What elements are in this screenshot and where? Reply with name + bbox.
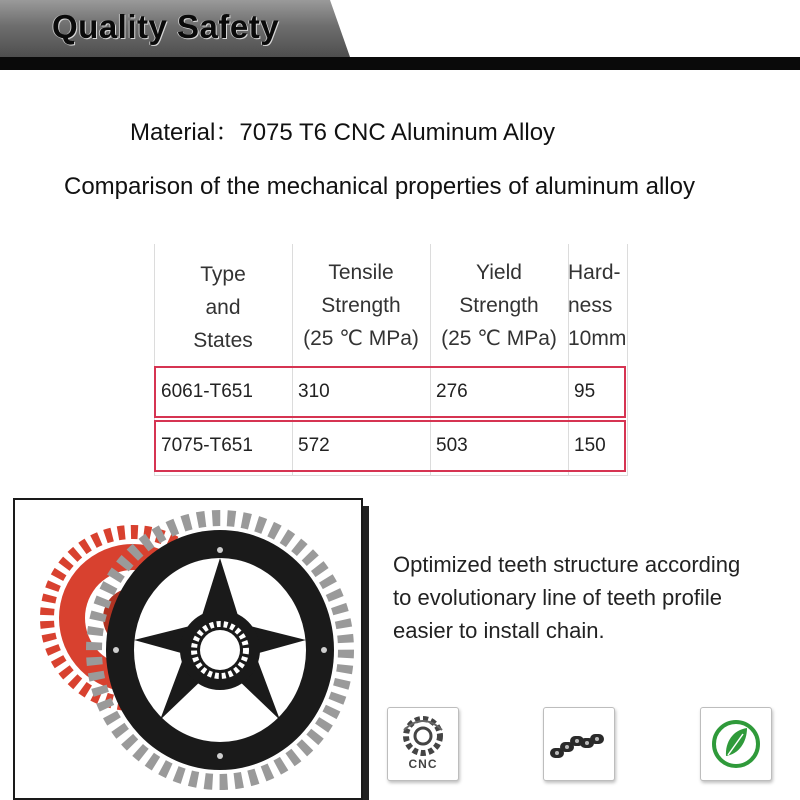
banner-bar [0, 57, 800, 70]
banner-title: Quality Safety [52, 8, 280, 45]
header-line: Yield [476, 261, 522, 284]
row-type: 7075-T651 [161, 435, 253, 456]
header-type [164, 258, 282, 357]
chainring-illustration [15, 500, 361, 798]
header-line: (25 ℃ MPa) [303, 327, 419, 350]
description-line: easier to install chain. [393, 618, 605, 643]
header-line: 10mm [568, 327, 627, 350]
photo-shadow [363, 506, 369, 800]
header-line: Strength [459, 294, 539, 317]
table-row [154, 366, 626, 418]
header-line: and [205, 296, 241, 319]
row-type: 6061-T651 [161, 381, 253, 402]
chain-badge [543, 707, 615, 781]
row-hardness: 95 [574, 381, 596, 402]
row-tensile: 310 [298, 381, 330, 402]
table-divider [154, 475, 628, 476]
header-line: States [193, 329, 253, 352]
description-line: Optimized teeth structure according [393, 552, 741, 577]
header-hardness [568, 256, 628, 355]
leaf-eco-icon [701, 708, 771, 780]
comparison-heading: Comparison of the mechanical properties of aluminum alloy [64, 173, 695, 200]
header-line: Tensile [328, 261, 394, 284]
table-row [154, 420, 626, 472]
header-line: Strength [321, 294, 401, 317]
chain-icon [544, 708, 614, 780]
row-yield: 503 [436, 435, 468, 456]
description-line: to evolutionary line of teeth profile [393, 585, 722, 610]
cnc-badge [387, 707, 459, 781]
cnc-label: CNC [408, 757, 438, 771]
header-banner [0, 0, 800, 70]
header-yield [430, 256, 568, 355]
header-line: ness [568, 294, 613, 317]
row-hardness: 150 [574, 435, 606, 456]
chainring-photo [13, 498, 363, 800]
header-line: (25 ℃ MPa) [441, 327, 557, 350]
header-line: Type [200, 263, 246, 286]
row-yield: 276 [436, 381, 468, 402]
eco-badge [700, 707, 772, 781]
material-text: Material：7075 T6 CNC Aluminum Alloy [130, 119, 556, 146]
header-tensile [292, 256, 430, 355]
header-line: Hard- [568, 261, 621, 284]
feature-description [393, 548, 740, 647]
row-tensile: 572 [298, 435, 330, 456]
properties-table [154, 244, 628, 476]
